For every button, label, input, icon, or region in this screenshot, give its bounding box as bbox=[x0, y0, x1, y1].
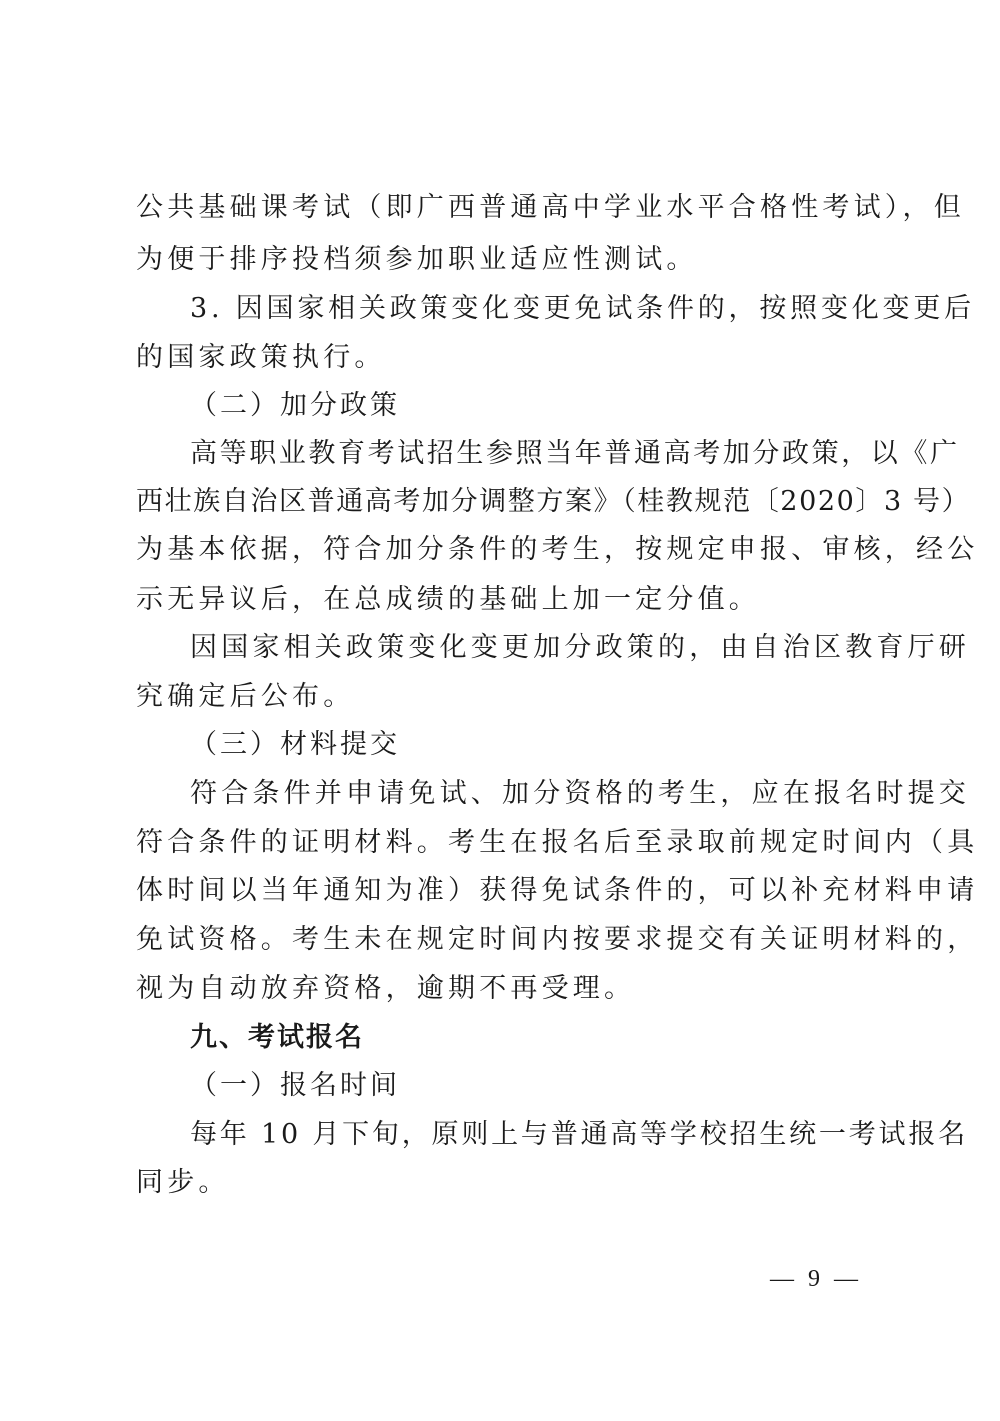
paragraph-line: 3. 因国家相关政策变化变更免试条件的，按照变化变更后 bbox=[190, 293, 975, 324]
paragraph-line: 符合条件的证明材料。考生在报名后至录取前规定时间内（具 bbox=[136, 827, 979, 858]
paragraph-line: 每年 10 月下旬，原则上与普通高等学校招生统一考试报名 bbox=[190, 1119, 968, 1150]
section-subheading-bonus-policy: （二）加分政策 bbox=[190, 390, 400, 421]
paragraph-line: 免试资格。考生未在规定时间内按要求提交有关证明材料的， bbox=[136, 924, 979, 955]
paragraph-line: 究确定后公布。 bbox=[136, 681, 355, 712]
paragraph-line: 高等职业教育考试招生参照当年普通高考加分政策，以《广 bbox=[190, 438, 960, 469]
section-heading-exam-registration: 九、考试报名 bbox=[190, 1022, 364, 1053]
paragraph-line: 公共基础课考试（即广西普通高中学业水平合格性考试），但 bbox=[136, 192, 965, 223]
paragraph-line: 符合条件并申请免试、加分资格的考生，应在报名时提交 bbox=[190, 778, 970, 809]
paragraph-line: 的国家政策执行。 bbox=[136, 342, 386, 373]
page-number: — 9 — bbox=[770, 1266, 862, 1292]
section-subheading-registration-time: （一）报名时间 bbox=[190, 1070, 400, 1101]
paragraph-line: 体时间以当年通知为准）获得免试条件的，可以补充材料申请 bbox=[136, 875, 979, 906]
section-subheading-materials: （三）材料提交 bbox=[190, 729, 400, 760]
paragraph-line: 西壮族自治区普通高考加分调整方案》（桂教规范〔2020〕3 号） bbox=[136, 486, 971, 517]
paragraph-line: 为便于排序投档须参加职业适应性测试。 bbox=[136, 244, 698, 275]
paragraph-line: 因国家相关政策变化变更加分政策的，由自治区教育厅研 bbox=[190, 632, 970, 663]
paragraph-line: 视为自动放弃资格，逾期不再受理。 bbox=[136, 973, 636, 1004]
paragraph-line: 示无异议后，在总成绩的基础上加一定分值。 bbox=[136, 584, 760, 615]
paragraph-line: 为基本依据，符合加分条件的考生，按规定申报、审核，经公 bbox=[136, 534, 979, 565]
paragraph-line: 同步。 bbox=[136, 1167, 230, 1198]
